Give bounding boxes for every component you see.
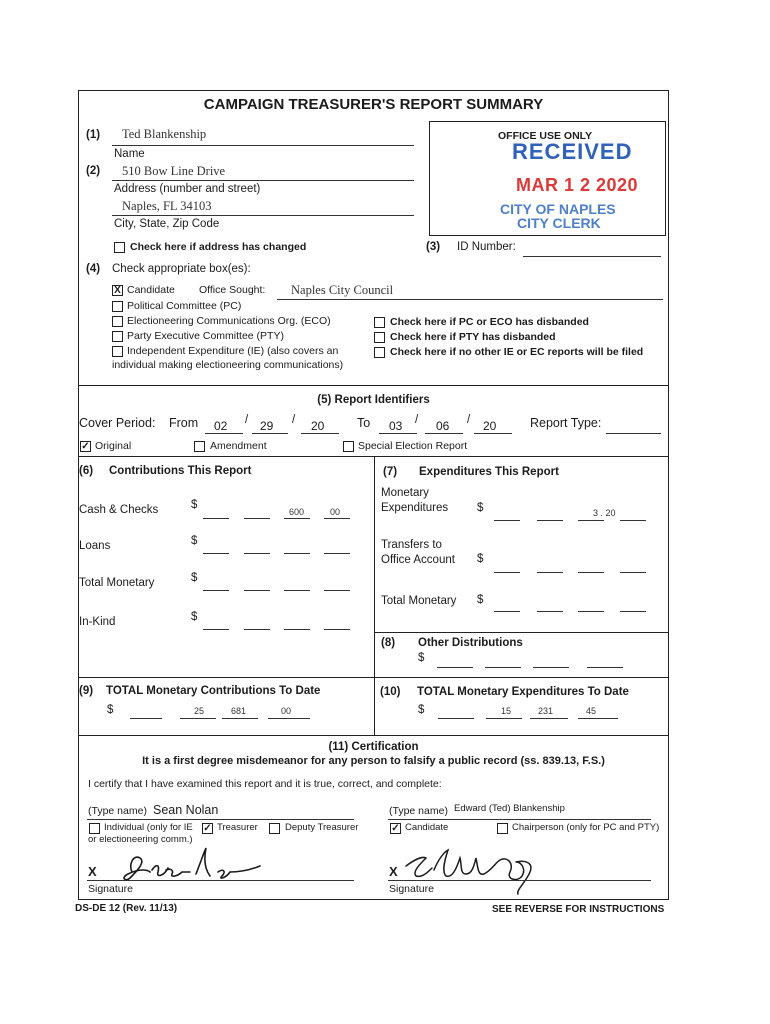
cover-period-label: Cover Period: bbox=[79, 416, 156, 430]
disbanded-pty-label: Check here if PTY has disbanded bbox=[390, 331, 556, 343]
exp-line-2 bbox=[537, 520, 563, 521]
from-month: 02 bbox=[214, 419, 228, 433]
street-label: Address (number and street) bbox=[114, 183, 261, 195]
eco-label: Electioneering Communications Org. (ECO) bbox=[127, 315, 331, 327]
other-dist-line-4 bbox=[587, 667, 623, 668]
loans-line-1 bbox=[203, 553, 229, 554]
from-day-line bbox=[252, 433, 288, 434]
from-day: 29 bbox=[260, 419, 274, 433]
exp-to-date-line-4 bbox=[578, 718, 618, 719]
right-signature-x: X bbox=[389, 864, 398, 879]
disbanded-pty-checkbox[interactable] bbox=[374, 332, 385, 343]
in-kind-label: In-Kind bbox=[79, 616, 116, 628]
total-contrib-line-3 bbox=[284, 590, 310, 591]
right-signature-label: Signature bbox=[389, 883, 434, 895]
to-month-line bbox=[379, 433, 417, 434]
exp-line-4 bbox=[620, 520, 646, 521]
other-dist-line-3 bbox=[533, 667, 569, 668]
in-kind-dollar: $ bbox=[191, 611, 198, 623]
total-contrib-to-date-dollar: $ bbox=[107, 704, 114, 716]
total-contrib-to-date-title: TOTAL Monetary Contributions To Date bbox=[106, 685, 321, 697]
report-type-field[interactable] bbox=[606, 433, 661, 434]
disbanded-pc-label: Check here if PC or ECO has disbanded bbox=[390, 316, 589, 328]
contrib-to-date-line-3 bbox=[222, 718, 258, 719]
name-underline bbox=[112, 145, 414, 146]
contrib-to-date-hundreds: 681 bbox=[231, 706, 247, 716]
field-6-number: (6) bbox=[79, 465, 94, 477]
total-contrib-line-4 bbox=[324, 590, 350, 591]
in-kind-line-1 bbox=[203, 629, 229, 630]
city-stamp-line1: CITY OF NAPLES bbox=[500, 201, 616, 217]
to-year: 20 bbox=[483, 419, 497, 433]
from-year-line bbox=[301, 433, 339, 434]
transfers-label-line2: Office Account bbox=[381, 554, 455, 566]
exp-to-date-line-1 bbox=[438, 718, 474, 719]
no-other-reports-label: Check here if no other IE or EC reports will be filed bbox=[390, 346, 644, 358]
individual-label: Individual (only for IE bbox=[104, 822, 193, 833]
to-label: To bbox=[357, 416, 371, 430]
exp-to-date-line-3 bbox=[530, 718, 568, 719]
certification-statement: I certify that I have examined this report and it is true, correct, and complete: bbox=[88, 778, 442, 790]
pc-checkbox[interactable] bbox=[112, 301, 123, 312]
total-contrib-dollar: $ bbox=[191, 572, 198, 584]
divider-vertical-middle bbox=[374, 456, 375, 735]
to-month: 03 bbox=[389, 419, 403, 433]
field-9-number: (9) bbox=[79, 685, 94, 697]
total-exp-line-3 bbox=[578, 611, 604, 612]
field-2-number: (2) bbox=[86, 165, 101, 177]
total-exp-line-2 bbox=[537, 611, 563, 612]
contrib-to-date-line-4 bbox=[268, 718, 310, 719]
right-candidate-label: Candidate bbox=[405, 822, 449, 833]
right-type-name-line bbox=[388, 819, 651, 820]
total-contrib-line-1 bbox=[203, 590, 229, 591]
office-sought-label: Office Sought: bbox=[199, 284, 266, 296]
city-stamp-line2: CITY CLERK bbox=[517, 215, 601, 231]
street-value: 510 Bow Line Drive bbox=[122, 164, 226, 178]
id-number-field[interactable] bbox=[523, 256, 661, 257]
right-type-name-label: (Type name) bbox=[389, 805, 448, 817]
left-type-name-label: (Type name) bbox=[88, 805, 147, 817]
total-exp-to-date-title: TOTAL Monetary Expenditures To Date bbox=[417, 686, 629, 698]
from-month-line bbox=[205, 433, 243, 434]
left-type-name-line bbox=[87, 819, 354, 820]
total-exp-to-date-dollar: $ bbox=[418, 704, 425, 716]
deputy-treasurer-label: Deputy Treasurer bbox=[285, 822, 359, 833]
individual-label-continued: or electioneering comm.) bbox=[88, 834, 193, 845]
cash-thousands-line bbox=[244, 518, 270, 519]
pty-label: Party Executive Committee (PTY) bbox=[127, 330, 284, 342]
candidate-label: Candidate bbox=[127, 284, 175, 296]
in-kind-line-3 bbox=[284, 629, 310, 630]
chairperson-checkbox[interactable] bbox=[497, 823, 508, 834]
loans-line-3 bbox=[284, 553, 310, 554]
city-value: Naples, FL 34103 bbox=[122, 199, 212, 213]
exp-line-3 bbox=[578, 520, 604, 521]
other-dist-dollar: $ bbox=[418, 652, 425, 664]
left-signature-label: Signature bbox=[88, 883, 133, 895]
from-label: From bbox=[169, 416, 199, 430]
report-type-label: Report Type: bbox=[530, 416, 602, 430]
to-day: 06 bbox=[436, 419, 450, 433]
cash-hundreds-line bbox=[284, 518, 310, 519]
treasurer-signature bbox=[100, 842, 270, 884]
loans-line-4 bbox=[324, 553, 350, 554]
exp-to-date-cents: 45 bbox=[586, 706, 597, 716]
transfers-dollar: $ bbox=[477, 553, 484, 565]
total-monetary-contrib-label: Total Monetary bbox=[79, 577, 155, 589]
office-sought-underline bbox=[277, 299, 663, 300]
candidate-name-value: Ted Blankenship bbox=[122, 127, 207, 141]
street-underline bbox=[112, 180, 414, 181]
no-other-reports-checkbox[interactable] bbox=[374, 347, 385, 358]
divider-totals bbox=[78, 677, 669, 678]
amendment-label: Amendment bbox=[210, 440, 267, 452]
exp-to-date-line-2 bbox=[486, 718, 522, 719]
cash-cents-value: 00 bbox=[330, 507, 341, 517]
city-underline bbox=[112, 215, 414, 216]
total-monetary-exp-label: Total Monetary bbox=[381, 595, 457, 607]
left-signature-line bbox=[87, 880, 354, 881]
contrib-to-date-line-2 bbox=[180, 718, 216, 719]
right-candidate-checkbox[interactable]: ✓ bbox=[391, 823, 400, 834]
exp-line-1 bbox=[494, 520, 520, 521]
to-sep-2: / bbox=[467, 414, 471, 426]
transfers-label-line1: Transfers to bbox=[381, 539, 442, 551]
other-dist-line-2 bbox=[485, 667, 521, 668]
right-signature-line bbox=[388, 880, 651, 881]
divider-certification bbox=[78, 735, 669, 736]
expenditures-value: 3 . 20 bbox=[593, 508, 616, 518]
treasurer-checkbox[interactable]: ✓ bbox=[203, 823, 212, 834]
special-election-label: Special Election Report bbox=[358, 440, 468, 452]
total-exp-line-4 bbox=[620, 611, 646, 612]
in-kind-line-2 bbox=[244, 629, 270, 630]
office-use-label: OFFICE USE ONLY bbox=[498, 130, 593, 142]
original-checkbox[interactable]: ✓ bbox=[81, 441, 90, 452]
amendment-checkbox[interactable] bbox=[194, 441, 205, 452]
to-year-line bbox=[474, 433, 512, 434]
field-1-number: (1) bbox=[86, 129, 101, 141]
divider-report-identifiers bbox=[78, 385, 669, 386]
instructions-note: SEE REVERSE FOR INSTRUCTIONS bbox=[492, 904, 665, 915]
in-kind-line-4 bbox=[324, 629, 350, 630]
field-3-number: (3) bbox=[426, 241, 441, 253]
exp-to-date-hundreds: 231 bbox=[538, 706, 554, 716]
disbanded-pc-checkbox[interactable] bbox=[374, 317, 385, 328]
contrib-to-date-cents: 00 bbox=[281, 706, 292, 716]
received-date-stamp: MAR 1 2 2020 bbox=[516, 175, 639, 195]
cash-dollar: $ bbox=[191, 499, 198, 511]
left-type-name-value: Sean Nolan bbox=[153, 803, 219, 817]
transfers-line-1 bbox=[494, 572, 520, 573]
report-identifiers-title: (5) Report Identifiers bbox=[317, 394, 430, 406]
ie-checkbox[interactable] bbox=[112, 346, 123, 357]
city-label: City, State, Zip Code bbox=[114, 218, 220, 230]
treasurer-label: Treasurer bbox=[217, 822, 258, 833]
field-10-number: (10) bbox=[380, 686, 401, 698]
pc-label: Political Committee (PC) bbox=[127, 300, 242, 312]
from-sep-1: / bbox=[245, 414, 249, 426]
to-day-line bbox=[425, 433, 463, 434]
loans-label: Loans bbox=[79, 540, 111, 552]
transfers-line-4 bbox=[620, 572, 646, 573]
transfers-line-3 bbox=[578, 572, 604, 573]
transfers-line-2 bbox=[537, 572, 563, 573]
expenditures-title: Expenditures This Report bbox=[419, 466, 559, 478]
other-distributions-title: Other Distributions bbox=[418, 637, 523, 649]
from-sep-2: / bbox=[292, 414, 296, 426]
contrib-to-date-thousands: 25 bbox=[194, 706, 205, 716]
from-year: 20 bbox=[311, 419, 325, 433]
expenditures-dollar: $ bbox=[477, 502, 484, 514]
id-number-label: ID Number: bbox=[457, 241, 516, 253]
pty-checkbox[interactable] bbox=[112, 331, 123, 342]
total-exp-line-1 bbox=[494, 611, 520, 612]
divider-other-distributions bbox=[374, 632, 669, 633]
certification-warning: It is a first degree misdemeanor for any person to falsify a public record (ss. 839.13, F.S.) bbox=[142, 755, 605, 767]
other-dist-line-1 bbox=[437, 667, 473, 668]
name-label: Name bbox=[114, 148, 145, 160]
original-label: Original bbox=[95, 440, 132, 452]
total-contrib-line-2 bbox=[244, 590, 270, 591]
candidate-checkbox[interactable]: X bbox=[112, 285, 123, 296]
chairperson-label: Chairperson (only for PC and PTY) bbox=[512, 822, 660, 833]
loans-dollar: $ bbox=[191, 535, 198, 547]
cash-cents-line bbox=[324, 518, 350, 519]
cash-millions-line bbox=[203, 518, 229, 519]
ie-label-continued: individual making electioneering communications) bbox=[112, 359, 344, 371]
to-sep-1: / bbox=[415, 414, 419, 426]
left-signature-x: X bbox=[88, 864, 97, 879]
right-type-name-value: Edward (Ted) Blankenship bbox=[454, 803, 565, 814]
contrib-to-date-line-1 bbox=[130, 718, 162, 719]
form-id: DS-DE 12 (Rev. 11/13) bbox=[75, 903, 178, 914]
eco-checkbox[interactable] bbox=[112, 316, 123, 327]
address-changed-checkbox[interactable] bbox=[114, 242, 125, 253]
cash-checks-label: Cash & Checks bbox=[79, 504, 159, 516]
office-sought-value: Naples City Council bbox=[291, 283, 394, 297]
field-7-number: (7) bbox=[383, 466, 398, 478]
exp-to-date-thousands: 15 bbox=[501, 706, 512, 716]
certification-title: (11) Certification bbox=[328, 741, 419, 753]
ie-label: Independent Expenditure (IE) (also covers an bbox=[127, 345, 339, 357]
address-changed-label: Check here if address has changed bbox=[130, 241, 307, 253]
field-4-number: (4) bbox=[86, 263, 101, 275]
check-boxes-label: Check appropriate box(es): bbox=[112, 263, 251, 275]
loans-line-2 bbox=[244, 553, 270, 554]
special-election-checkbox[interactable] bbox=[343, 441, 354, 452]
form-title: CAMPAIGN TREASURER'S REPORT SUMMARY bbox=[203, 96, 544, 113]
monetary-label-line1: Monetary bbox=[381, 487, 429, 499]
monetary-label-line2: Expenditures bbox=[381, 502, 449, 514]
cash-hundreds-value: 600 bbox=[289, 507, 305, 517]
received-stamp: RECEIVED bbox=[512, 139, 633, 164]
field-8-number: (8) bbox=[381, 637, 396, 649]
individual-checkbox[interactable] bbox=[89, 823, 100, 834]
deputy-treasurer-checkbox[interactable] bbox=[269, 823, 280, 834]
contributions-title: Contributions This Report bbox=[109, 465, 252, 477]
total-exp-dollar: $ bbox=[477, 594, 484, 606]
